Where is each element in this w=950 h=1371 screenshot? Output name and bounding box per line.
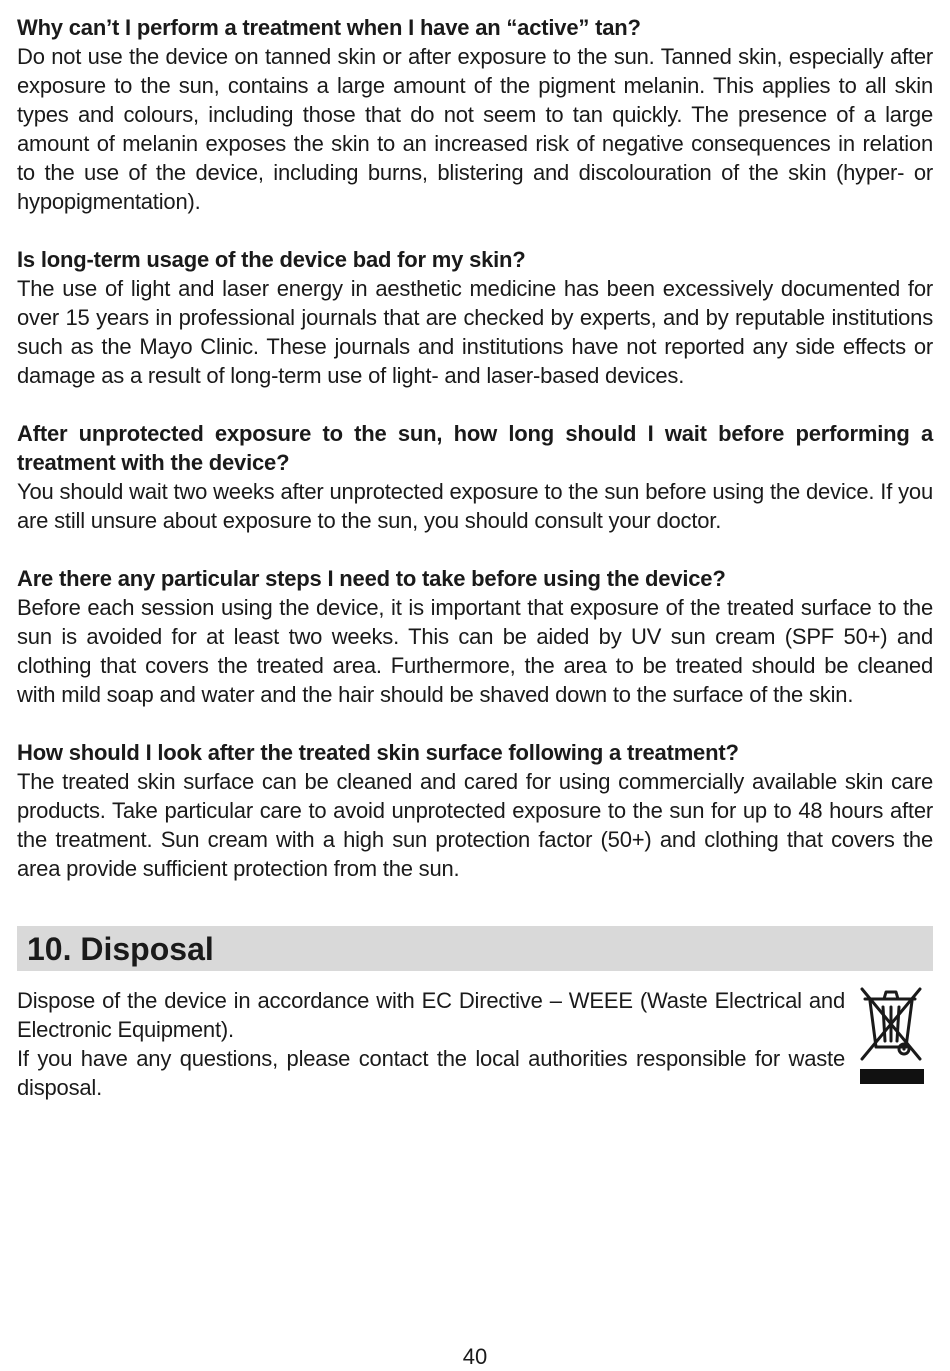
- section-header-disposal: [17, 926, 933, 971]
- faq-answer: The treated skin surface can be cleaned and cared for using commercially available skin care products. Take particular care to avoid unprotected exposure to the sun for up to 48 hours after the treatment. Sun cream with a high sun protection factor (50+) and clothing that covers the area provide sufficient protection from the sun.: [17, 769, 933, 881]
- faq-item-sun-exposure-wait: [17, 419, 933, 535]
- faq-item-aftercare: [17, 738, 933, 883]
- faq-list: [17, 13, 933, 912]
- faq-item-active-tan: [17, 13, 933, 216]
- disposal-paragraph-directive: Dispose of the device in accordance with EC Directive – WEEE (Waste Electrical and Electronic Equipment).: [17, 988, 845, 1042]
- faq-question: Are there any particular steps I need to take before using the device?: [17, 566, 726, 591]
- faq-answer: Before each session using the device, it is important that exposure of the treated surface to the sun is avoided for at least two weeks. This can be aided by UV sun cream (SPF 50+) and clothing that covers the treated area. Furthermore, the area to be treated should be cleaned with mild soap and water and the hair should be shaved down to the surface of the skin.: [17, 595, 933, 707]
- faq-question: Why can’t I perform a treatment when I have an “active” tan?: [17, 15, 641, 40]
- page-number: 40: [462, 1344, 488, 1369]
- faq-item-long-term-usage: [17, 245, 933, 390]
- faq-answer: You should wait two weeks after unprotected exposure to the sun before using the device. If you are still unsure about exposure to the sun, you should consult your doctor.: [17, 479, 933, 533]
- disposal-text: [17, 986, 845, 1102]
- faq-question: After unprotected exposure to the sun, how long should I wait before performing a treatment with the device?: [17, 421, 933, 475]
- faq-question: Is long-term usage of the device bad for my skin?: [17, 247, 526, 272]
- faq-answer: The use of light and laser energy in aesthetic medicine has been excessively documented for over 15 years in professional journals that are checked by experts, and by reputable institutions such as the Mayo Clinic. These journals and institutions have not reported any side effects or damage as a result of long-term use of light- and laser-based devices.: [17, 276, 933, 388]
- section-title: 10. Disposal: [27, 931, 214, 967]
- faq-question: How should I look after the treated skin surface following a treatment?: [17, 740, 739, 765]
- faq-answer: Do not use the device on tanned skin or after exposure to the sun. Tanned skin, especially after exposure to the sun, contains a large amount of the pigment melanin. This applies to all skin types and colours, including those that do not seem to tan quickly. The presence of a large amount of melanin exposes the skin to an increased risk of negative consequences in relation to the use of the device, including burns, blistering and discolouration of the skin (hyper- or hypopigmentation).: [17, 44, 933, 214]
- disposal-paragraph-contact: If you have any questions, please contact the local authorities responsible for waste disposal.: [17, 1046, 845, 1100]
- faq-item-preparation-steps: [17, 564, 933, 709]
- weee-crossed-out-bin-icon: [856, 983, 928, 1088]
